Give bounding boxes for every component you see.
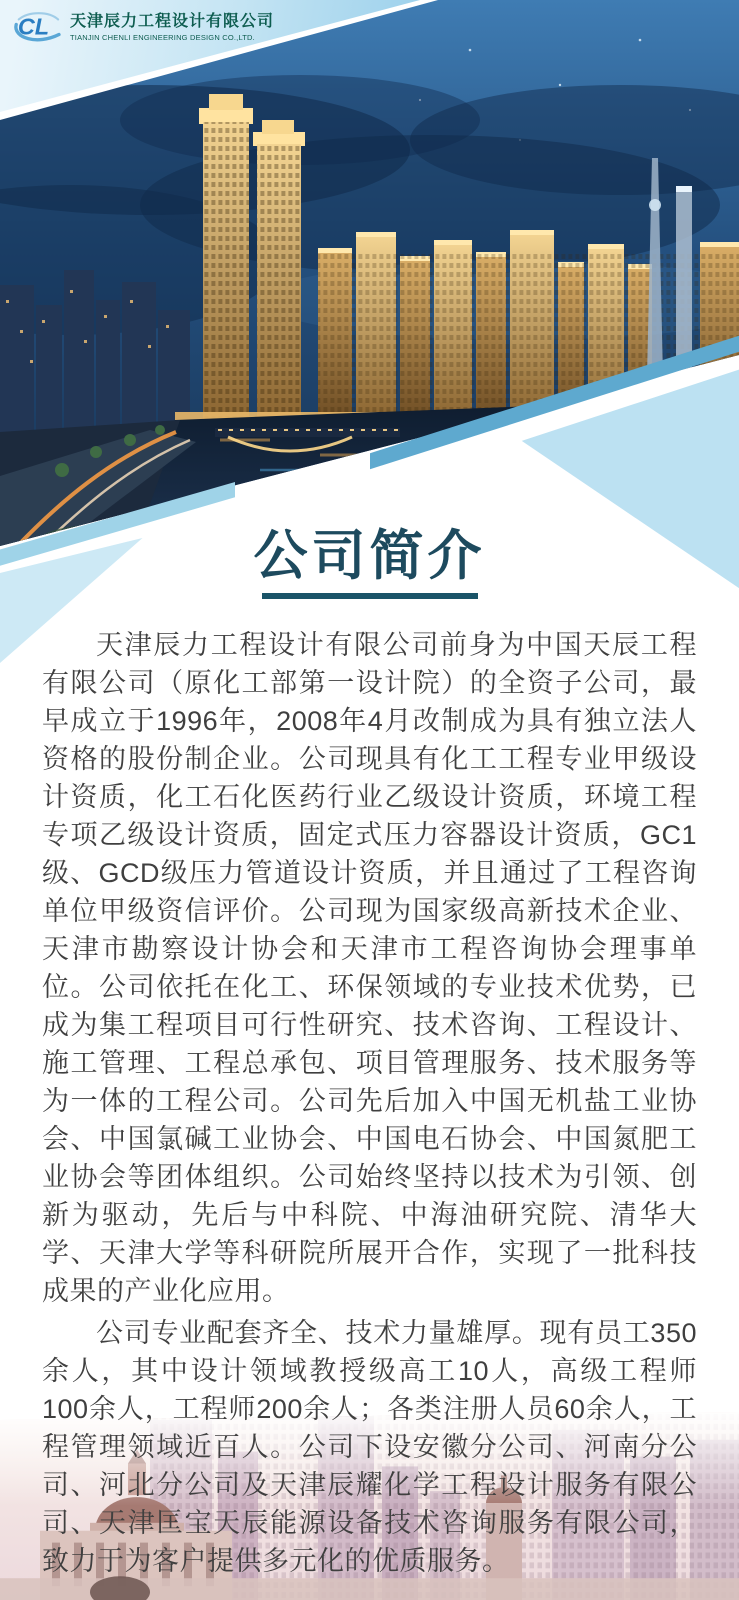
company-logo <box>12 7 64 47</box>
intro-paragraph-2: 公司专业配套齐全、技术力量雄厚。现有员工350余人，其中设计领域教授级高工10人，高级工程师100余人，工程师200余人；各类注册人员60余人，工程管理领域近百人。公司下设安徽分公司、河南分公司、河北分公司及天津辰耀化学工程设计服务有限公司、天津匡宝天辰能源设备技术咨询服务有限公司，致力于为客户提供多元化的优质服务。 <box>42 1318 697 1576</box>
company-name-en: TIANJIN CHENLI ENGINEERING DESIGN CO.,LTD. <box>70 32 255 42</box>
section-title-block <box>0 524 739 599</box>
company-intro-text <box>42 626 697 1584</box>
page-title: 公司简介 <box>253 526 486 586</box>
title-underline <box>262 593 478 599</box>
company-name-zh: 天津辰力工程设计有限公司 <box>70 12 275 30</box>
intro-paragraph-1: 天津辰力工程设计有限公司前身为中国天辰工程有限公司（原化工部第一设计院）的全资子公司，最早成立于1996年，2008年4月改制成为具有独立法人资格的股份制企业。公司现具有化工工程专业甲级设计资质，化工石化医药行业乙级设计资质，环境工程专项乙级设计资质，固定式压力容器设计资质，GC1级、GCD级压力管道设计资质，并且通过了工程咨询单位甲级资信评价。公司现为国家级高新技术企业、天津市勘察设计协会和天津市工程咨询协会理事单位。公司依托在化工、环保领域的专业技术优势，已成为集工程项目可行性研究、技术咨询、工程设计、施工管理、工程总承包、项目管理服务、技术服务等为一体的工程公司。公司先后加入中国无机盐工业协会、中国氯碱工业协会、中国电石协会、中国氮肥工业协会等团体组织。公司始终坚持以技术为引领、创新为驱动，先后与中科院、中海油研究院、清华大学、天津大学等科研院所展开合作，实现了一批科技成果的产业化应用。 <box>42 630 697 1306</box>
svg-text:CL: CL <box>17 13 50 40</box>
company-names <box>70 13 274 42</box>
logo-row <box>12 7 274 47</box>
